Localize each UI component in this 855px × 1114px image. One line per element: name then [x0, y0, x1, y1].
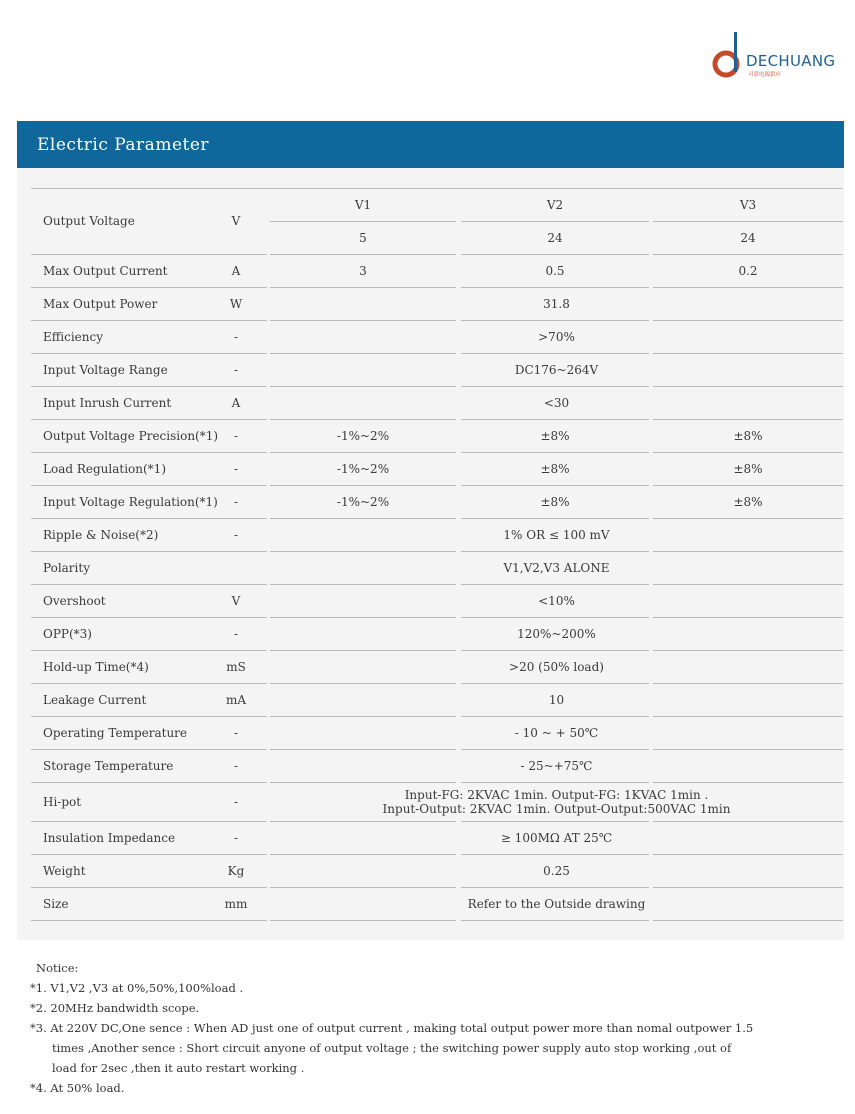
- row-divider: [461, 920, 649, 921]
- section-header: [17, 121, 844, 168]
- table-row: [17, 353, 844, 386]
- row-value: 31.8: [543, 296, 570, 311]
- row-name: Leakage Current: [43, 692, 147, 707]
- row-value-line: Input-Output: 2KVAC 1min. Output-Output:500VAC 1min: [382, 801, 731, 816]
- header-v2: V2: [546, 197, 564, 212]
- row-divider: [31, 920, 207, 921]
- value-v3: 24: [740, 230, 756, 245]
- row-value: <10%: [538, 593, 575, 608]
- row-value-v3: 0.2: [738, 263, 758, 278]
- row-name: Input Voltage Regulation(*1): [43, 494, 218, 509]
- row-value-v3: ±8%: [733, 494, 763, 509]
- row-name: Max Output Power: [43, 296, 158, 311]
- row-value: [270, 782, 843, 821]
- notice-item: *1. V1,V2 ,V3 at 0%,50%,100%load .: [30, 981, 244, 995]
- row-value: 0.25: [543, 863, 570, 878]
- row-unit: W: [229, 296, 243, 311]
- brand-subtitle: 可靠电源供应: [748, 72, 782, 78]
- table-row: [17, 551, 844, 584]
- table-row: [17, 887, 844, 920]
- row-value-line: Input-FG: 2KVAC 1min. Output-FG: 1KVAC 1min .: [404, 787, 709, 802]
- table-row: [17, 518, 844, 551]
- row-name: Efficiency: [43, 329, 104, 344]
- row-unit: -: [233, 329, 239, 344]
- row-unit: mS: [226, 659, 246, 674]
- header-v1: V1: [354, 197, 372, 212]
- notice-item: *3. At 220V DC,One sence : When AD just one of output current , making total output power more than nomal outpower 1.5: [30, 1021, 754, 1035]
- row-value: V1,V2,V3 ALONE: [503, 560, 610, 575]
- row-unit: -: [233, 428, 239, 443]
- row-unit: mA: [225, 692, 247, 707]
- row-unit: A: [231, 263, 241, 278]
- notice-item: *4. At 50% load.: [30, 1081, 125, 1095]
- notice-item-continuation: load for 2sec ,then it auto restart working .: [52, 1061, 305, 1075]
- row-name: Max Output Current: [43, 263, 168, 278]
- row-value: DC176~264V: [514, 362, 599, 377]
- value-v1: 5: [359, 230, 367, 245]
- table-row: [17, 782, 844, 821]
- row-name: Insulation Impedance: [43, 830, 176, 845]
- notice-title: Notice:: [36, 961, 79, 975]
- row-value: 10: [548, 692, 565, 707]
- row-name: Storage Temperature: [43, 758, 174, 773]
- row-value-v1: -1%~2%: [336, 494, 390, 509]
- row-value-v1: 3: [359, 263, 367, 278]
- row-name: Hold-up Time(*4): [43, 659, 149, 674]
- table-row-output-voltage: [17, 188, 844, 254]
- row-unit: V: [231, 214, 241, 228]
- parameter-table: [17, 168, 844, 940]
- row-name: Ripple & Noise(*2): [43, 527, 159, 542]
- row-name: Polarity: [43, 560, 90, 575]
- table-row: [17, 617, 844, 650]
- row-value: - 25~+75℃: [520, 758, 593, 773]
- row-name: Overshoot: [43, 593, 106, 608]
- row-value: - 10 ~ + 50℃: [514, 725, 599, 740]
- row-value: >20 (50% load): [509, 659, 604, 674]
- row-unit: Kg: [227, 863, 245, 878]
- row-value-v2: ±8%: [540, 494, 570, 509]
- row-unit: V: [231, 593, 241, 608]
- table-row: [17, 749, 844, 782]
- header-v3: V3: [739, 197, 757, 212]
- brand-name: DECHUANG: [746, 52, 836, 70]
- row-value-v2: 0.5: [545, 263, 565, 278]
- row-name: Input Inrush Current: [43, 395, 172, 410]
- row-value-v3: ±8%: [733, 461, 763, 476]
- row-unit: -: [233, 461, 239, 476]
- row-divider: [270, 920, 456, 921]
- row-value-v2: ±8%: [540, 461, 570, 476]
- row-value: Refer to the Outside drawing: [467, 896, 646, 911]
- notice-item-continuation: times ,Another sence : Short circuit anyone of output voltage ; the switching power supply auto stop working ,out of: [52, 1041, 732, 1055]
- row-value: <30: [543, 395, 570, 410]
- section-title: Electric Parameter: [37, 135, 210, 155]
- row-divider: [205, 920, 267, 921]
- row-value-v2: ±8%: [540, 428, 570, 443]
- table-row: [17, 386, 844, 419]
- row-unit: mm: [224, 896, 248, 911]
- table-row: [17, 485, 844, 518]
- row-name: Hi-pot: [43, 794, 82, 809]
- table-row: [17, 452, 844, 485]
- table-row: [17, 650, 844, 683]
- row-value: 1% OR ≤ 100 mV: [503, 527, 610, 542]
- notice-item: *2. 20MHz bandwidth scope.: [30, 1001, 200, 1015]
- row-name: Input Voltage Range: [43, 362, 168, 377]
- row-value: >70%: [538, 329, 575, 344]
- row-value: 120%~200%: [517, 626, 596, 641]
- row-name: Operating Temperature: [43, 725, 188, 740]
- value-v2: 24: [547, 230, 563, 245]
- row-unit: -: [233, 830, 239, 845]
- row-value-v3: ±8%: [733, 428, 763, 443]
- table-row: [17, 287, 844, 320]
- row-unit: -: [233, 725, 239, 740]
- row-value-v1: -1%~2%: [336, 461, 390, 476]
- row-unit: -: [233, 494, 239, 509]
- brand-logo: [710, 30, 850, 82]
- table-row: [17, 584, 844, 617]
- row-name: Output Voltage Precision(*1): [43, 428, 219, 443]
- row-unit: -: [233, 362, 239, 377]
- row-unit: -: [233, 527, 239, 542]
- row-name: Load Regulation(*1): [43, 461, 166, 476]
- row-unit: -: [233, 626, 239, 641]
- table-row: [17, 854, 844, 887]
- row-name: OPP(*3): [43, 626, 92, 641]
- table-row: [17, 716, 844, 749]
- table-row: [17, 683, 844, 716]
- row-divider: [653, 920, 843, 921]
- row-unit: [205, 551, 267, 584]
- table-row: [17, 821, 844, 854]
- row-unit: -: [233, 758, 239, 773]
- row-unit: A: [231, 395, 241, 410]
- row-unit: -: [233, 794, 239, 809]
- row-name: Weight: [43, 863, 86, 878]
- notice-section: [30, 958, 753, 1098]
- table-row: [17, 254, 844, 287]
- row-value-v1: -1%~2%: [336, 428, 390, 443]
- row-value: ≥ 100MΩ AT 25℃: [500, 830, 613, 845]
- table-row: [17, 320, 844, 353]
- row-name: Output Voltage: [43, 214, 135, 228]
- row-name: Size: [43, 896, 69, 911]
- logo-mark-icon: [710, 30, 750, 78]
- table-row: [17, 419, 844, 452]
